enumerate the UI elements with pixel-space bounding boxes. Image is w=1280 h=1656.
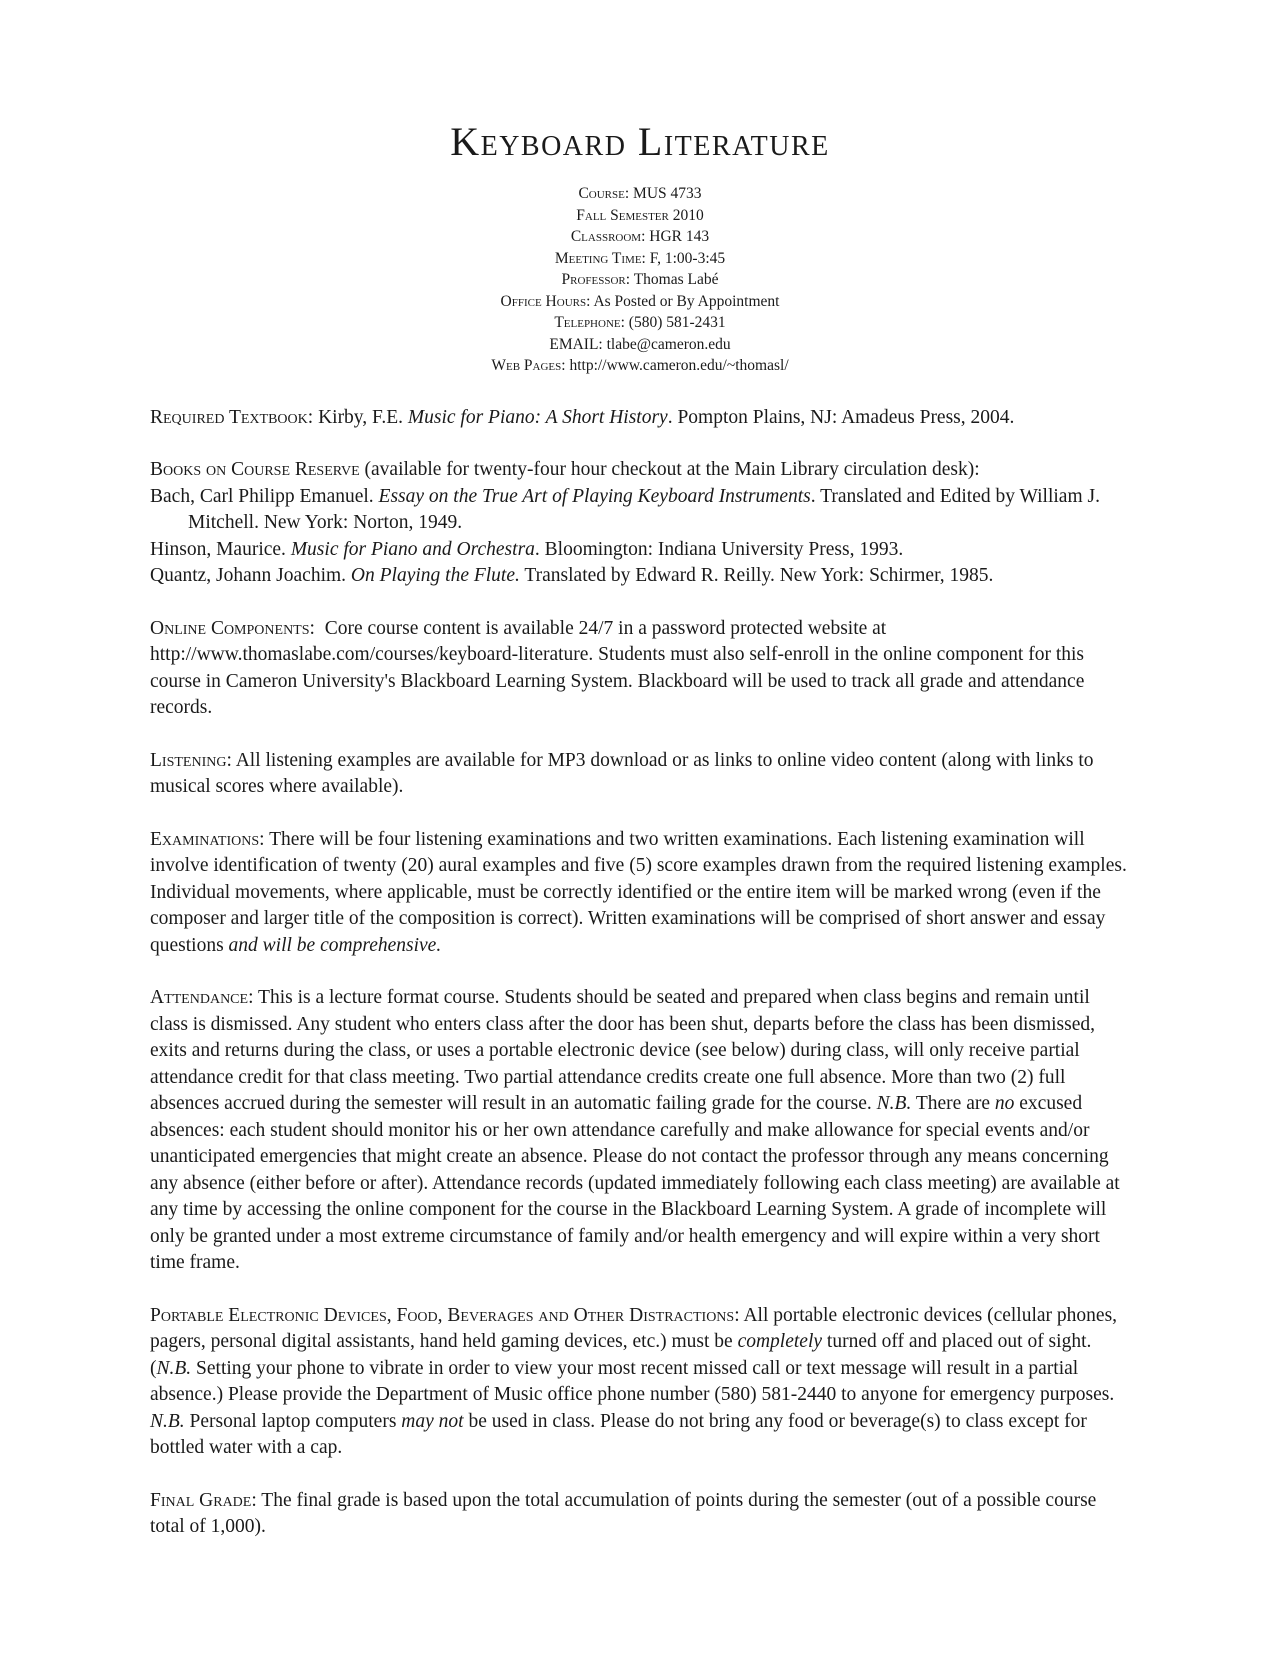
section-heading: Final Grade: [150, 1489, 257, 1511]
section-heading: Listening: [150, 749, 232, 771]
attendance-section: Attendance: This is a lecture format course. Students should be seated and prepared when class begins and remain until class is dismissed. Any student who enters class after the door has been shut, departs before the class has been dismissed, exits and returns during the class, or uses a portable electronic device (see below) during class, will only receive partial attendance credit for that class meeting. Two partial attendance credits create one full absence. More than two (2) full absences accrued during the semester will result in an automatic failing grade for the course. N.B. There are no excused absences: each student should monitor his or her own attendance carefully and make allowance for special events and/or unanticipated emergencies that might create an absence. Please do not contact the professor through any means concerning any absence (either before or after). Attendance records (updated immediately following each class meeting) are available at any time by accessing the online component for the course in the Blackboard Learning System. A grade of incomplete will only be granted under a most extreme circumstance of family and/or health emergency and will expire within a very short time frame. [150, 987, 1120, 1273]
info-meeting-time: Meeting Time: F, 1:00-3:45 [554, 249, 726, 267]
reserve-header: Books on Course Reserve (available for twenty-four hour checkout at the Main Library circulation desk): [150, 459, 980, 480]
course-info [150, 183, 1130, 377]
section-heading: Required Textbook: [150, 406, 314, 428]
examinations-section: Examinations: There will be four listening examinations and two written examinations. Each listening examination will involve identification of twenty (20) aural examples and five (5) score examples drawn from the required listening examples. Individual movements, where applicable, must be correctly identified or the entire item will be marked wrong (even if the composer and larger title of the composition is correct). Written examinations will be comprised of short answer and essay questions and will be comprehensive. [150, 828, 1127, 956]
section-heading: Portable Electronic Devices, Food, Beverages and Other Distractions: [150, 1304, 740, 1326]
textbook-section: Required Textbook: Kirby, F.E. Music for Piano: A Short History. Pompton Plains, NJ: Amadeus Press, 2004. [150, 406, 1015, 428]
info-telephone: Telephone: (580) 581-2431 [554, 314, 726, 331]
reserve-entry: Quantz, Johann Joachim. On Playing the Flute. Translated by Edward R. Reilly. New York: Schirmer, 1985. [150, 565, 994, 586]
info-course: Course: MUS 4733 [578, 185, 702, 202]
info-professor: Professor: Thomas Labé [561, 271, 719, 288]
listening-section: Listening: All listening examples are available for MP3 download or as links to online video content (along with links to musical scores where available). [150, 749, 1094, 797]
section-heading: Books on Course Reserve [150, 459, 360, 480]
online-section: Online Components: Core course content is available 24/7 in a password protected website at http://www.thomaslabe.com/courses/keyboard-literature. Students must also self-enroll in the online component for this course in Cameron University's Blackboard Learning System. Blackboard will be used to track all grade and attendance records. [150, 617, 1085, 718]
section-heading: Online Components: [150, 617, 315, 639]
info-email: EMAIL: tlabe@cameron.edu [549, 335, 731, 353]
web-page-link[interactable]: http://www.cameron.edu/~thomasl/ [569, 357, 789, 374]
devices-section: Portable Electronic Devices, Food, Beverages and Other Distractions: All portable electronic devices (cellular phones, pagers, personal digital assistants, hand held gaming devices, etc.) must be completely turned off and placed out of sight. (N.B. Setting your phone to vibrate in order to view your most recent missed call or text message will result in a partial absence.) Please provide the Department of Music office phone number (580) 581-2440 to anyone for emergency purposes. N.B. Personal laptop computers may not be used in class. Please do not bring any food or beverage(s) to class except for bottled water with a cap. [150, 1304, 1118, 1458]
section-heading: Examinations: [150, 828, 265, 850]
reserve-entry: Bach, Carl Philipp Emanuel. Essay on the True Art of Playing Keyboard Instruments. Translated and Edited by William J. Mitchell. New York: Norton, 1949. [150, 485, 1100, 533]
info-classroom: Classroom: HGR 143 [570, 228, 710, 245]
info-web-pages: Web Pages: http://www.cameron.edu/~thomasl/ [491, 357, 789, 374]
reserve-section [150, 457, 1130, 590]
info-semester: Fall Semester 2010 [576, 206, 704, 224]
section-heading: Attendance: [150, 987, 254, 1008]
final-grade-section: Final Grade: The final grade is based upon the total accumulation of points during the semester (out of a possible course total of 1,000). [150, 1489, 1097, 1537]
info-office-hours: Office Hours: As Posted or By Appointment [500, 292, 780, 310]
email-link[interactable]: tlabe@cameron.edu [606, 335, 731, 353]
page-title: Keyboard Literature [450, 119, 830, 164]
reserve-entry: Hinson, Maurice. Music for Piano and Orchestra. Bloomington: Indiana University Press, 1993. [150, 538, 904, 560]
